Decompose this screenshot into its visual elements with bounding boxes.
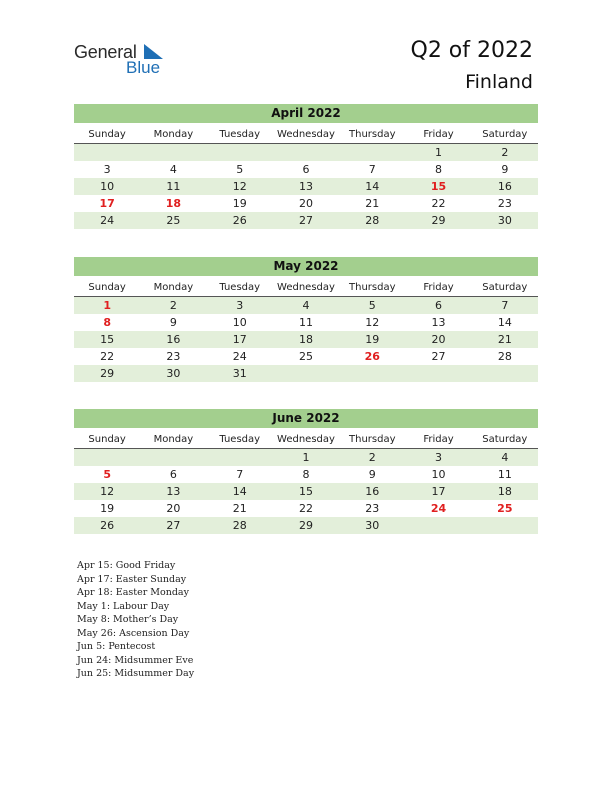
date-cell: 20: [431, 333, 446, 346]
week-row: [74, 297, 538, 314]
date-cell: 7: [368, 163, 376, 176]
date-cell: 25: [166, 214, 181, 227]
holiday-date-cell: 17: [99, 197, 115, 210]
date-cell: 22: [431, 197, 446, 210]
holiday-date-cell: 18: [165, 197, 182, 210]
holiday-item: Apr 17: Easter Sunday: [77, 573, 187, 585]
week-row: [74, 500, 538, 517]
weekday-label: Thursday: [349, 129, 396, 140]
holiday-item: May 26: Ascension Day: [77, 627, 190, 639]
date-cell: 30: [166, 367, 181, 380]
date-cell: 1: [302, 451, 310, 464]
weekday-label: Thursday: [349, 434, 396, 445]
weekday-label: Tuesday: [219, 434, 261, 445]
week-row: [74, 161, 538, 178]
date-cell: 27: [431, 350, 446, 363]
date-cell: 16: [365, 485, 380, 498]
date-cell: 9: [368, 468, 376, 481]
date-cell: 12: [365, 316, 380, 329]
holiday-date-cell: 5: [103, 468, 111, 481]
date-cell: 20: [166, 502, 181, 515]
weekday-label: Wednesday: [277, 434, 335, 445]
week-row: [74, 212, 538, 229]
date-cell: 16: [497, 180, 512, 193]
holiday-date-cell: 25: [497, 502, 513, 515]
date-cell: 19: [100, 502, 115, 515]
holiday-item: Apr 15: Good Friday: [77, 560, 176, 571]
holiday-date-cell: 24: [430, 502, 447, 515]
date-cell: 13: [166, 485, 181, 498]
holiday-item: May 8: Mother’s Day: [77, 614, 179, 625]
week-row: [74, 348, 538, 365]
date-cell: 7: [236, 468, 244, 481]
date-cell: [140, 449, 206, 466]
holiday-item: Apr 18: Easter Monday: [77, 587, 189, 598]
month-calendar-may: [74, 257, 538, 382]
week-row: [74, 517, 538, 534]
date-cell: [140, 144, 206, 161]
date-cell: [472, 365, 538, 382]
country-name: Finland: [465, 71, 533, 93]
date-cell: 3: [103, 163, 111, 176]
date-cell: 22: [298, 502, 313, 515]
holiday-date-cell: 26: [364, 350, 380, 363]
date-cell: 5: [236, 163, 244, 176]
weekday-header-row: [74, 279, 538, 297]
date-cell: 28: [365, 214, 380, 227]
date-cell: 28: [232, 519, 247, 532]
week-row: [74, 365, 538, 382]
date-cell: 4: [501, 451, 509, 464]
weekday-header-row: [74, 431, 538, 449]
date-cell: 21: [232, 502, 247, 515]
holiday-date-cell: 15: [430, 180, 447, 193]
date-cell: 1: [435, 146, 443, 159]
holiday-item: Jun 24: Midsummer Eve: [77, 654, 194, 666]
date-cell: 14: [497, 316, 512, 329]
date-cell: [405, 365, 471, 382]
date-cell: 19: [232, 197, 247, 210]
date-cell: 30: [365, 519, 380, 532]
date-cell: 5: [368, 299, 376, 312]
date-cell: 20: [298, 197, 313, 210]
date-cell: 19: [365, 333, 380, 346]
week-row: [74, 331, 538, 348]
date-cell: 12: [100, 485, 115, 498]
date-cell: 4: [302, 299, 310, 312]
holiday-date-cell: 1: [103, 299, 111, 312]
date-cell: 6: [302, 163, 310, 176]
date-cell: [74, 449, 140, 466]
date-cell: [339, 365, 405, 382]
date-cell: 6: [169, 468, 177, 481]
brand-name-general: General: [74, 42, 137, 62]
month-title: April 2022: [74, 104, 538, 123]
date-cell: 13: [431, 316, 446, 329]
week-row: [74, 144, 538, 161]
date-cell: 10: [232, 316, 247, 329]
date-cell: 30: [497, 214, 512, 227]
date-cell: 17: [431, 485, 446, 498]
date-cell: [405, 517, 471, 534]
date-cell: 7: [501, 299, 509, 312]
date-cell: [273, 144, 339, 161]
month-title: May 2022: [74, 257, 538, 276]
date-cell: 6: [435, 299, 443, 312]
date-cell: [74, 144, 140, 161]
page-title: Q2 of 2022: [410, 38, 533, 63]
weekday-label: Monday: [153, 282, 194, 293]
date-cell: 11: [166, 180, 181, 193]
weekday-header-row: [74, 126, 538, 144]
weekday-label: Sunday: [88, 434, 126, 445]
date-cell: 12: [232, 180, 247, 193]
date-cell: [273, 365, 339, 382]
date-cell: 9: [169, 316, 177, 329]
date-cell: 29: [100, 367, 115, 380]
date-cell: [207, 449, 273, 466]
date-cell: 24: [232, 350, 247, 363]
date-cell: 23: [497, 197, 512, 210]
date-cell: 17: [232, 333, 247, 346]
weekday-label: Wednesday: [277, 282, 335, 293]
weekday-label: Monday: [153, 434, 194, 445]
week-row: [74, 449, 538, 466]
date-cell: 11: [298, 316, 313, 329]
month-calendar-april: [74, 104, 538, 229]
date-cell: 23: [365, 502, 380, 515]
date-cell: [207, 144, 273, 161]
week-row: [74, 314, 538, 331]
holiday-list: [77, 559, 194, 681]
date-cell: 27: [166, 519, 181, 532]
month-calendar-june: [74, 409, 538, 534]
month-title: June 2022: [74, 409, 538, 428]
date-cell: 25: [298, 350, 313, 363]
date-cell: 31: [232, 367, 247, 380]
date-cell: 16: [166, 333, 181, 346]
date-cell: 21: [365, 197, 380, 210]
weekday-label: Sunday: [88, 282, 126, 293]
brand-logo: [74, 42, 174, 78]
date-cell: 3: [435, 451, 443, 464]
weekday-label: Friday: [423, 282, 454, 293]
week-row: [74, 466, 538, 483]
date-cell: 29: [431, 214, 446, 227]
date-cell: 26: [100, 519, 115, 532]
date-cell: 9: [501, 163, 509, 176]
date-cell: 28: [497, 350, 512, 363]
weekday-label: Monday: [153, 129, 194, 140]
holiday-item: Jun 25: Midsummer Day: [77, 668, 195, 679]
weekday-label: Thursday: [349, 282, 396, 293]
week-row: [74, 195, 538, 212]
weekday-label: Tuesday: [219, 129, 261, 140]
date-cell: 2: [169, 299, 177, 312]
brand-name-blue: Blue: [126, 58, 161, 77]
holiday-item: Jun 5: Pentecost: [77, 641, 156, 652]
date-cell: [339, 144, 405, 161]
date-cell: 15: [298, 485, 313, 498]
weekday-label: Saturday: [482, 282, 528, 293]
date-cell: 11: [497, 468, 512, 481]
holiday-item: May 1: Labour Day: [77, 600, 170, 612]
weekday-label: Friday: [423, 434, 454, 445]
weekday-label: Friday: [423, 129, 454, 140]
weekday-label: Tuesday: [219, 282, 261, 293]
date-cell: 10: [431, 468, 446, 481]
weekday-label: Sunday: [88, 129, 126, 140]
date-cell: 29: [298, 519, 313, 532]
week-row: [74, 178, 538, 195]
date-cell: 2: [368, 451, 376, 464]
date-cell: 26: [232, 214, 247, 227]
date-cell: 3: [236, 299, 244, 312]
date-cell: 23: [166, 350, 181, 363]
date-cell: 27: [298, 214, 313, 227]
date-cell: 13: [298, 180, 313, 193]
weekday-label: Saturday: [482, 434, 528, 445]
date-cell: 4: [169, 163, 177, 176]
date-cell: 2: [501, 146, 509, 159]
weekday-label: Wednesday: [277, 129, 335, 140]
date-cell: 18: [298, 333, 313, 346]
date-cell: 8: [435, 163, 443, 176]
date-cell: 10: [100, 180, 115, 193]
holiday-date-cell: 8: [103, 316, 111, 329]
date-cell: 21: [497, 333, 512, 346]
date-cell: [472, 517, 538, 534]
date-cell: 18: [497, 485, 512, 498]
date-cell: 15: [100, 333, 115, 346]
week-row: [74, 483, 538, 500]
date-cell: 14: [365, 180, 380, 193]
weekday-label: Saturday: [482, 129, 528, 140]
date-cell: 14: [232, 485, 247, 498]
date-cell: 8: [302, 468, 310, 481]
date-cell: 22: [100, 350, 115, 363]
date-cell: 24: [100, 214, 115, 227]
